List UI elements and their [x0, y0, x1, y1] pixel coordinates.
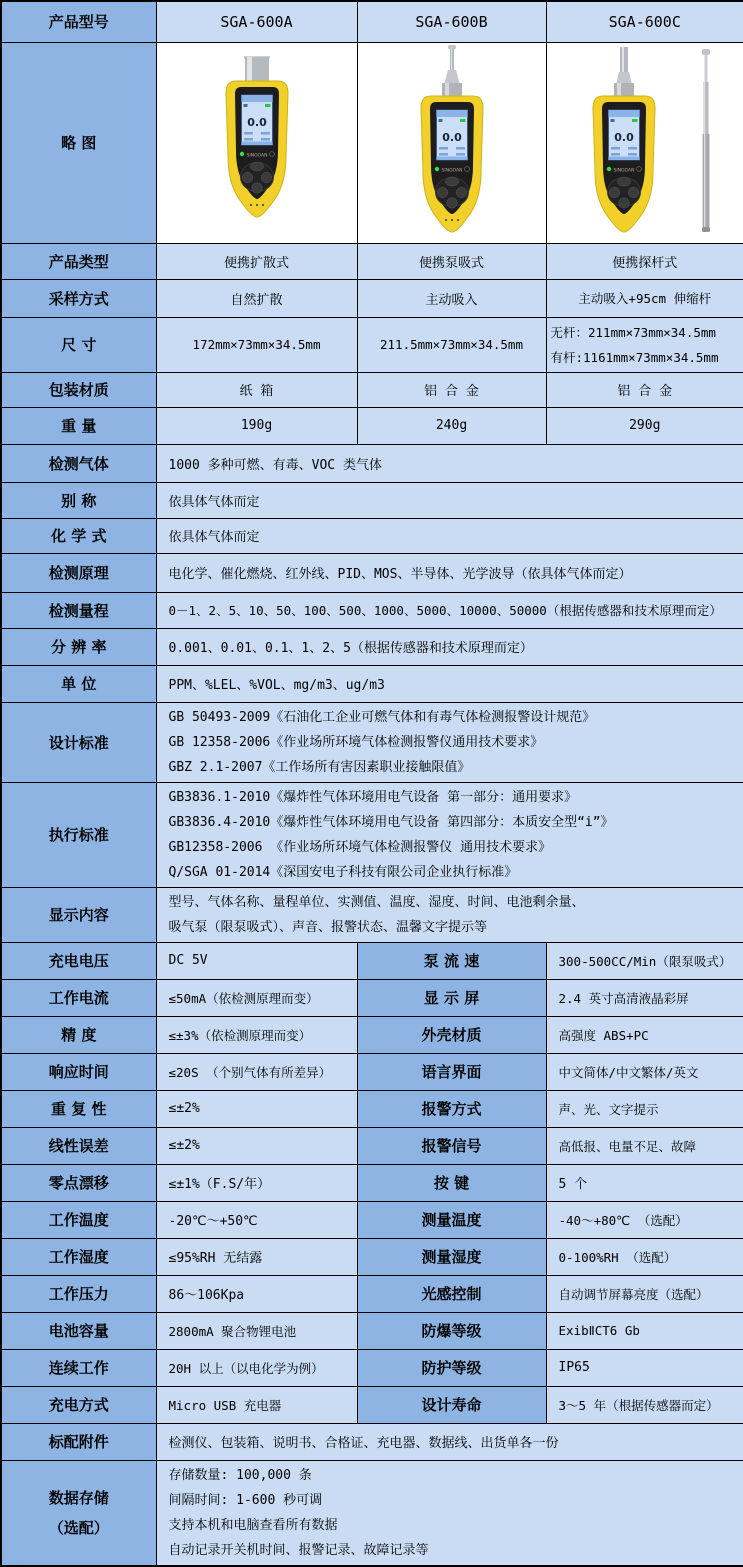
pair-row	[1, 1201, 743, 1238]
screen-reading: 0.0	[441, 130, 462, 144]
pair-row	[1, 1016, 743, 1053]
pair-row	[1, 1386, 743, 1423]
led-indicator	[239, 151, 243, 155]
model-sga-600c: SGA-600C	[546, 1, 743, 42]
pair-row	[1, 942, 743, 979]
brand-text: SINGOAN	[613, 168, 635, 173]
display-content-value	[156, 887, 743, 942]
label-weight: 重 量	[1, 407, 156, 444]
pump-flow-value: 300-500CC/Min（限泵吸式）	[546, 942, 743, 979]
label-alarm-signal: 报警信号	[357, 1127, 546, 1164]
label-detected-gases: 检测气体	[1, 444, 156, 482]
shell-material-value: 高强度 ABS+PC	[546, 1016, 743, 1053]
pair-row	[1, 979, 743, 1016]
label-charging-method: 充电方式	[1, 1386, 156, 1423]
label-unit: 单 位	[1, 665, 156, 702]
label-light-sensor-control: 光感控制	[357, 1275, 546, 1312]
alias-value: 依具体气体而定	[156, 482, 743, 518]
chemical-formula-value: 依具体气体而定	[156, 518, 743, 553]
sketch-row	[1, 42, 743, 243]
size-a: 172mm×73mm×34.5mm	[156, 317, 357, 372]
model-sga-600b: SGA-600B	[357, 1, 546, 42]
label-pump-flow: 泵 流 速	[357, 942, 546, 979]
pair-row	[1, 1164, 743, 1201]
design-standard-1: GB 50493-2009《石油化工企业可燃气体和有毒气体检测报警设计规范》	[168, 709, 596, 725]
storage-view: 支持本机和电脑查看所有数据	[168, 1517, 338, 1533]
gas-row	[1, 444, 743, 482]
exec-standard-1: GB3836.1-2010《爆炸性气体环境用电气设备 第一部分：通用要求》	[168, 789, 578, 805]
led-indicator	[607, 166, 611, 170]
packing-row	[1, 372, 743, 407]
model-sga-600a: SGA-600A	[156, 1, 357, 42]
label-resolution: 分 辨 率	[1, 628, 156, 665]
size-c-without-rod: 无杆：211mm×73mm×34.5mm	[550, 324, 716, 340]
continuous-working-value: 20H 以上（以电化学为例）	[156, 1349, 357, 1386]
label-language-ui: 语言界面	[357, 1053, 546, 1090]
label-design-life: 设计寿命	[357, 1386, 546, 1423]
detected-gases-value: 1000 多种可燃、有毒、VOC 类气体	[156, 444, 743, 482]
weight-row	[1, 407, 743, 444]
data-storage-label-line-2: （选配）	[48, 1518, 109, 1537]
detection-range-value: 0－1、2、5、10、50、100、500、1000、5000、10000、50000（根据传感器和技术原理而定）	[156, 592, 743, 628]
detector-diffusion-illustration	[198, 53, 316, 229]
charging-method-value: Micro USB 充电器	[156, 1386, 357, 1423]
working-humidity-value: ≤95%RH 无结露	[156, 1238, 357, 1275]
brand-text: SINGOAN	[441, 168, 462, 173]
working-pressure-value: 86～106Kpa	[156, 1275, 357, 1312]
weight-a: 190g	[156, 407, 357, 444]
storage-auto-record: 自动记录开关机时间、报警记录、故障记录等	[168, 1542, 429, 1558]
type-a: 便携扩散式	[156, 243, 357, 279]
label-battery-capacity: 电池容量	[1, 1312, 156, 1349]
unit-row	[1, 665, 743, 702]
pair-row	[1, 1238, 743, 1275]
label-repeatability: 重 复 性	[1, 1090, 156, 1127]
standard-accessories-value: 检测仪、包装箱、说明书、合格证、充电器、数据线、出货单各一份	[156, 1423, 743, 1460]
measuring-humidity-value: 0-100%RH （选配）	[546, 1238, 743, 1275]
product-photo-sga-600c	[546, 42, 743, 243]
design-standards-row	[1, 702, 743, 782]
label-packing-material: 包装材质	[1, 372, 156, 407]
label-zero-drift: 零点漂移	[1, 1164, 156, 1201]
label-protection-grade: 防护等级	[357, 1349, 546, 1386]
label-data-storage	[1, 1460, 156, 1566]
label-display-content: 显示内容	[1, 887, 156, 942]
buttons-value: 5 个	[546, 1164, 743, 1201]
working-temperature-value: -20℃～+50℃	[156, 1201, 357, 1238]
repeatability-value: ≤±2%	[156, 1090, 357, 1127]
label-exec-standards: 执行标准	[1, 782, 156, 887]
pair-row	[1, 1349, 743, 1386]
label-display-screen: 显 示 屏	[357, 979, 546, 1016]
design-standard-2: GB 12358-2006《作业场所环境气体检测报警仪通用技术要求》	[168, 734, 544, 750]
size-row	[1, 317, 743, 372]
label-buttons: 按 键	[357, 1164, 546, 1201]
sampling-row	[1, 279, 743, 317]
design-standards-value	[156, 702, 743, 782]
sketch-label: 略 图	[1, 42, 156, 243]
telescopic-rod-illustration	[702, 49, 710, 232]
battery-capacity-value: 2800mA 聚合物锂电池	[156, 1312, 357, 1349]
product-photo-sga-600a	[156, 42, 357, 243]
detector-pump-illustration	[393, 45, 511, 237]
label-sampling-method: 采样方式	[1, 279, 156, 317]
label-alias: 别 称	[1, 482, 156, 518]
exec-standard-4: Q/SGA 01-2014《深国安电子科技有限公司企业执行标准》	[168, 864, 518, 880]
language-ui-value: 中文简体/中文繁体/英文	[546, 1053, 743, 1090]
label-product-type: 产品类型	[1, 243, 156, 279]
detection-principle-value: 电化学、催化燃烧、红外线、PID、MOS、半导体、光学波导（依具体气体而定）	[156, 553, 743, 592]
pair-row	[1, 1127, 743, 1164]
range-row	[1, 592, 743, 628]
pair-row	[1, 1312, 743, 1349]
protection-grade-value: IP65	[546, 1349, 743, 1386]
label-dimensions: 尺 寸	[1, 317, 156, 372]
detector-probe-illustration	[565, 45, 725, 237]
packing-c: 铝 合 金	[546, 372, 743, 407]
weight-b: 240g	[357, 407, 546, 444]
working-current-value: ≤50mA（依检测原理而变）	[156, 979, 357, 1016]
size-c-with-rod: 有杆:1161mm×73mm×34.5mm	[550, 349, 719, 365]
exec-standards-value	[156, 782, 743, 887]
led-indicator	[434, 166, 438, 170]
label-charging-voltage: 充电电压	[1, 942, 156, 979]
screen-reading: 0.0	[246, 115, 267, 129]
label-working-pressure: 工作压力	[1, 1275, 156, 1312]
product-photo-sga-600b	[357, 42, 546, 243]
data-storage-value	[156, 1460, 743, 1566]
alias-row	[1, 482, 743, 518]
display-screen-value: 2.4 英寸高清液晶彩屏	[546, 979, 743, 1016]
accuracy-value: ≤±3%（依检测原理而变）	[156, 1016, 357, 1053]
zero-drift-value: ≤±1%（F.S/年）	[156, 1164, 357, 1201]
label-measuring-temperature: 测量温度	[357, 1201, 546, 1238]
sampling-c: 主动吸入+95cm 伸缩杆	[546, 279, 743, 317]
pair-row	[1, 1053, 743, 1090]
response-time-value: ≤20S （个别气体有所差异）	[156, 1053, 357, 1090]
sampling-b: 主动吸入	[357, 279, 546, 317]
label-chemical-formula: 化 学 式	[1, 518, 156, 553]
label-linearity-error: 线性误差	[1, 1127, 156, 1164]
size-b: 211.5mm×73mm×34.5mm	[357, 317, 546, 372]
label-working-temperature: 工作温度	[1, 1201, 156, 1238]
storage-interval: 间隔时间: 1-600 秒可调	[168, 1492, 323, 1508]
label-working-current: 工作电流	[1, 979, 156, 1016]
label-accuracy: 精 度	[1, 1016, 156, 1053]
design-standard-3: GBZ 2.1-2007《工作场所有害因素职业接触限值》	[168, 759, 471, 775]
formula-row	[1, 518, 743, 553]
packing-a: 纸 箱	[156, 372, 357, 407]
accessories-row	[1, 1423, 743, 1460]
storage-capacity: 存储数量: 100,000 条	[168, 1467, 312, 1483]
label-standard-accessories: 标配附件	[1, 1423, 156, 1460]
sampling-a: 自然扩散	[156, 279, 357, 317]
label-design-standards: 设计标准	[1, 702, 156, 782]
light-sensor-control-value: 自动调节屏幕亮度（选配）	[546, 1275, 743, 1312]
unit-value: PPM、%LEL、%VOL、mg/m3、ug/m3	[156, 665, 743, 702]
exec-standard-2: GB3836.4-2010《爆炸性气体环境用电气设备 第四部分：本质安全型“i”》	[168, 814, 614, 830]
linearity-error-value: ≤±2%	[156, 1127, 357, 1164]
label-alarm-mode: 报警方式	[357, 1090, 546, 1127]
label-detection-range: 检测量程	[1, 592, 156, 628]
label-response-time: 响应时间	[1, 1053, 156, 1090]
display-content-2: 吸气泵（限泵吸式）、声音、报警状态、温馨文字提示等	[168, 919, 488, 935]
packing-b: 铝 合 金	[357, 372, 546, 407]
display-content-1: 型号、气体名称、量程单位、实测值、温度、湿度、时间、电池剩余量、	[168, 894, 585, 910]
pair-row	[1, 1275, 743, 1312]
label-continuous-working: 连续工作	[1, 1349, 156, 1386]
pair-row	[1, 1090, 743, 1127]
design-life-value: 3～5 年（根据传感器而定）	[546, 1386, 743, 1423]
display-content-row	[1, 887, 743, 942]
label-working-humidity: 工作湿度	[1, 1238, 156, 1275]
exec-standard-3: GB12358-2006 《作业场所环境气体检测报警仪 通用技术要求》	[168, 839, 552, 855]
data-storage-row	[1, 1460, 743, 1566]
exec-standards-row	[1, 782, 743, 887]
weight-c: 290g	[546, 407, 743, 444]
alarm-signal-value: 高低报、电量不足、故障	[546, 1127, 743, 1164]
explosion-proof-grade-value: ExibⅡCT6 Gb	[546, 1312, 743, 1349]
screen-reading: 0.0	[614, 130, 634, 144]
label-explosion-proof-grade: 防爆等级	[357, 1312, 546, 1349]
header-row	[1, 1, 743, 42]
label-measuring-humidity: 测量湿度	[357, 1238, 546, 1275]
measuring-temperature-value: -40～+80℃ （选配）	[546, 1201, 743, 1238]
resolution-value: 0.001、0.01、0.1、1、2、5（根据传感器和技术原理而定）	[156, 628, 743, 665]
type-b: 便携泵吸式	[357, 243, 546, 279]
size-c	[546, 317, 743, 372]
principle-row	[1, 553, 743, 592]
brand-text: SINGOAN	[246, 153, 267, 158]
type-c: 便携探杆式	[546, 243, 743, 279]
data-storage-label-line-1: 数据存储	[48, 1488, 109, 1507]
alarm-mode-value: 声、光、文字提示	[546, 1090, 743, 1127]
charging-voltage-value: DC 5V	[156, 942, 357, 979]
product-model-label: 产品型号	[1, 1, 156, 42]
type-row	[1, 243, 743, 279]
resolution-row	[1, 628, 743, 665]
label-shell-material: 外壳材质	[357, 1016, 546, 1053]
label-detection-principle: 检测原理	[1, 553, 156, 592]
